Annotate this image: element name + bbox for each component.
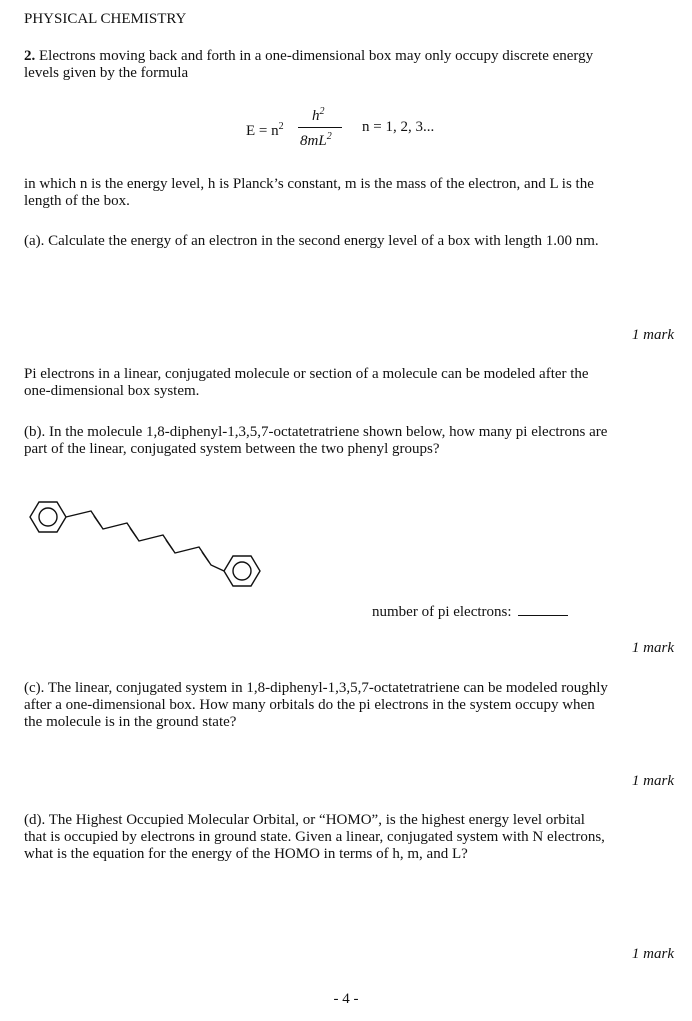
pi-intro <box>24 366 674 400</box>
part-b-line-2: part of the linear, conjugated system between the two phenyl groups? <box>24 441 440 457</box>
part-d-line-3: what is the equation for the energy of the HOMO in terms of h, m, and L? <box>24 846 468 862</box>
formula-numerator-exponent: 2 <box>319 106 325 117</box>
part-d-question <box>24 812 674 863</box>
part-b-question <box>24 424 674 458</box>
definition-line-2: length of the box. <box>24 193 130 209</box>
left-ring-aromatic-circle <box>39 508 57 526</box>
answer-blank[interactable] <box>518 615 568 616</box>
double-bond-4 <box>202 552 209 562</box>
part-d-line-1: (d). The Highest Occupied Molecular Orbital, or “HOMO”, is the highest energy level orbital <box>24 812 585 828</box>
diphenyl-octatetraene-structure <box>0 470 300 620</box>
conjugated-chain <box>66 511 224 571</box>
formula-lhs-exponent: 2 <box>278 121 284 132</box>
formula-numerator: h <box>312 108 320 124</box>
right-phenyl-ring <box>224 556 260 586</box>
answer-label: number of pi electrons: <box>372 604 512 620</box>
part-a-mark: 1 mark <box>631 327 674 343</box>
part-c-mark: 1 mark <box>631 773 674 789</box>
intro-line-2: levels given by the formula <box>24 65 189 81</box>
part-d-mark: 1 mark <box>631 946 674 962</box>
question-number: 2. <box>24 48 36 64</box>
pi-electron-answer <box>372 604 568 621</box>
definition-line-1: in which n is the energy level, h is Planck’s constant, m is the mass of the electron, and L is the <box>24 176 594 192</box>
double-bond-3 <box>166 540 173 550</box>
right-ring-aromatic-circle <box>233 562 251 580</box>
part-c-line-2: after a one-dimensional box. How many orbitals do the pi electrons in the system occupy when <box>24 697 595 713</box>
double-bond-1 <box>94 516 101 526</box>
left-phenyl-ring <box>30 502 66 532</box>
formula-definition <box>24 176 674 210</box>
page-number: - 4 - <box>333 991 359 1007</box>
page-header-title: PHYSICAL CHEMISTRY <box>24 11 187 27</box>
intro-line-1: Electrons moving back and forth in a one-dimensional box may only occupy discrete energy <box>39 48 594 64</box>
formula-condition: n = 1, 2, 3... <box>362 119 435 135</box>
energy-formula <box>0 0 692 160</box>
formula-denominator-exponent: 2 <box>326 131 332 142</box>
part-d-line-2: that is occupied by electrons in ground state. Given a linear, conjugated system with N electrons, <box>24 829 605 845</box>
part-a-question: (a). Calculate the energy of an electron in the second energy level of a box with length 1.00 nm. <box>24 233 599 249</box>
formula-denominator: 8mL <box>300 133 327 149</box>
pi-intro-line-2: one-dimensional box system. <box>24 383 200 399</box>
part-c-line-3: the molecule is in the ground state? <box>24 714 237 730</box>
part-c-question <box>24 680 674 731</box>
part-b-mark: 1 mark <box>631 640 674 656</box>
fraction-bar <box>298 127 342 128</box>
pi-intro-line-1: Pi electrons in a linear, conjugated molecule or section of a molecule can be modeled after the <box>24 366 589 382</box>
part-b-line-1: (b). In the molecule 1,8-diphenyl-1,3,5,7-octatetratriene shown below, how many pi electrons are <box>24 424 608 440</box>
double-bond-2 <box>130 528 137 538</box>
part-c-line-1: (c). The linear, conjugated system in 1,8-diphenyl-1,3,5,7-octatetratriene can be modeled roughly <box>24 680 608 696</box>
formula-lhs: E = n <box>246 123 279 139</box>
